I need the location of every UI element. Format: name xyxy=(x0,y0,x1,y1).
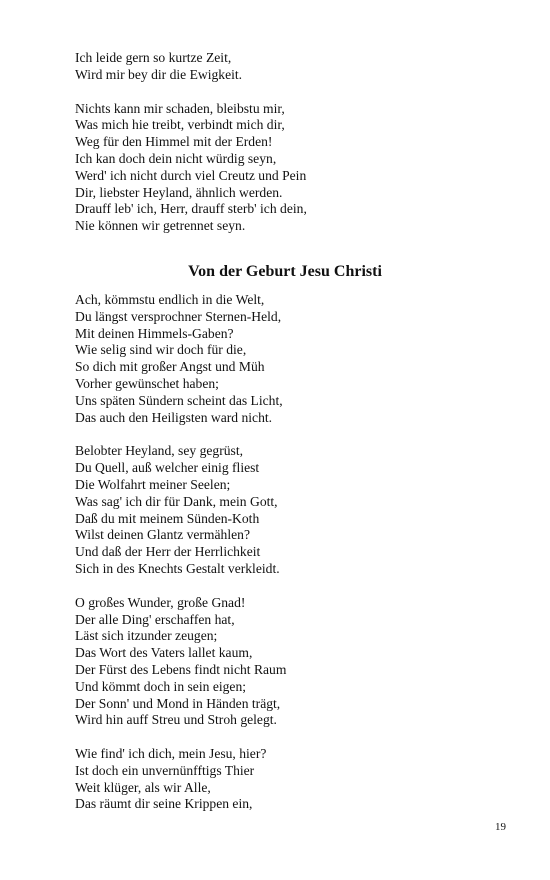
verse-line: Ist doch ein unvernünfftigs Thier xyxy=(75,762,255,778)
verse-line: Der Sonn' und Mond in Händen trägt, xyxy=(75,695,281,711)
stanza xyxy=(75,443,495,577)
verse-line: Nichts kann mir schaden, bleibstu mir, xyxy=(75,100,285,116)
verse-line: Wie selig sind wir doch für die, xyxy=(75,342,247,358)
verse-line: Werd' ich nicht durch viel Creutz und Pein xyxy=(75,167,307,183)
verse-line: Ach, kömmstu endlich in die Welt, xyxy=(75,291,265,307)
verse-line: Was mich hie treibt, verbindt mich dir, xyxy=(75,117,285,133)
verse-line: Ich kan doch dein nicht würdig seyn, xyxy=(75,150,277,166)
verse-line: Belobter Heyland, sey gegrüst, xyxy=(75,443,243,459)
verse-line: Die Wolfahrt meiner Seelen; xyxy=(75,476,231,492)
verse-line: Wilst deinen Glantz vermählen? xyxy=(75,527,250,543)
stanza xyxy=(75,101,495,235)
verse-line: Das räumt dir seine Krippen ein, xyxy=(75,796,253,812)
verse-line: So dich mit großer Angst und Müh xyxy=(75,359,265,375)
verse-line: Und daß der Herr der Herrlichkeit xyxy=(75,544,261,560)
verse-line: Das Wort des Vaters lallet kaum, xyxy=(75,645,253,661)
stanza xyxy=(75,50,495,84)
verse-line: Du längst versprochner Sternen-Held, xyxy=(75,308,282,324)
verse-line: Ich leide gern so kurtze Zeit, xyxy=(75,50,232,65)
verse-line: Wie find' ich dich, mein Jesu, hier? xyxy=(75,746,267,762)
verse-line: Wird hin auff Streu und Stroh gelegt. xyxy=(75,712,277,728)
verse-line: Das auch den Heiligsten ward nicht. xyxy=(75,409,273,425)
verse-line: Dir, liebster Heyland, ähnlich werden. xyxy=(75,184,283,200)
verse-line: Mit deinen Himmels-Gaben? xyxy=(75,325,234,341)
verse-line: Der alle Ding' erschaffen hat, xyxy=(75,611,235,627)
stanza xyxy=(75,292,495,426)
stanza xyxy=(75,746,495,813)
verse-line: Vorher gewünschet haben; xyxy=(75,375,219,391)
verse-line: O großes Wunder, große Gnad! xyxy=(75,594,246,610)
verse-line: Läst sich itzunder zeugen; xyxy=(75,628,218,644)
verse-line: Der Fürst des Lebens findt nicht Raum xyxy=(75,661,287,677)
verse-line: Was sag' ich dir für Dank, mein Gott, xyxy=(75,493,278,509)
stanza xyxy=(75,595,495,729)
verse-line: Uns späten Sündern scheint das Licht, xyxy=(75,392,283,408)
verse-line: Weg für den Himmel mit der Erden! xyxy=(75,134,273,150)
page-number: 19 xyxy=(495,821,506,833)
verse-line: Du Quell, auß welcher einig fliest xyxy=(75,460,260,476)
page-content xyxy=(75,50,495,830)
poem-title: Von der Geburt Jesu Christi xyxy=(188,262,382,280)
verse-line: Und kömmt doch in sein eigen; xyxy=(75,678,247,694)
verse-line: Drauff leb' ich, Herr, drauff sterb' ich dein, xyxy=(75,201,307,217)
verse-line: Nie können wir getrennet seyn. xyxy=(75,218,246,234)
verse-line: Wird mir bey dir die Ewigkeit. xyxy=(75,66,243,82)
verse-line: Daß du mit meinem Sünden-Koth xyxy=(75,510,260,526)
verse-line: Sich in des Knechts Gestalt verkleidt. xyxy=(75,560,280,576)
verse-line: Weit klüger, als wir Alle, xyxy=(75,779,211,795)
